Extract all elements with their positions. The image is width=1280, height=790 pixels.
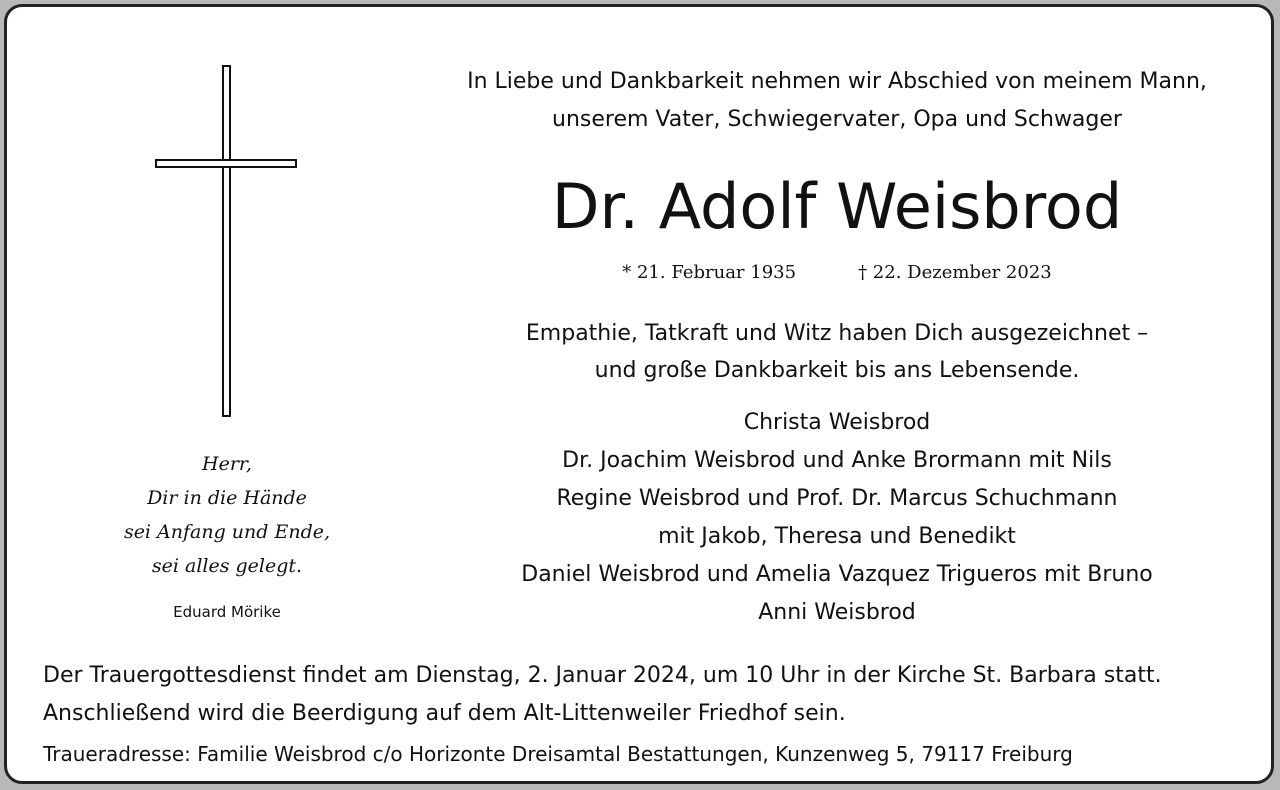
poem-author: Eduard Mörike xyxy=(173,603,281,621)
obituary-card xyxy=(4,4,1274,784)
birth-date: * 21. Februar 1935 xyxy=(622,262,797,283)
life-dates xyxy=(397,259,1274,287)
family-member: mit Jakob, Theresa und Benedikt xyxy=(658,524,1016,549)
family-member: Dr. Joachim Weisbrod und Anke Brormann mit Nils xyxy=(562,448,1112,473)
mourning-address: Traueradresse: Familie Weisbrod c/o Horizonte Dreisamtal Bestattungen, Kunzenweg 5, 79117 Freiburg xyxy=(43,742,1073,766)
death-date: † 22. Dezember 2023 xyxy=(858,262,1052,283)
family-member: Anni Weisbrod xyxy=(758,600,916,625)
intro-line: unserem Vater, Schwiegervater, Opa und Schwager xyxy=(552,107,1122,132)
cross-icon xyxy=(155,65,301,417)
service-line: Der Trauergottesdienst findet am Dienstag, 2. Januar 2024, um 10 Uhr in der Kirche St. Barbara statt. xyxy=(43,663,1162,688)
quote-line: Empathie, Tatkraft und Witz haben Dich ausgezeichnet – xyxy=(525,321,1149,346)
family-member: Daniel Weisbrod und Amelia Vazquez Trigueros mit Bruno xyxy=(521,562,1153,587)
deceased-name: Dr. Adolf Weisbrod xyxy=(551,170,1123,243)
family-member: Christa Weisbrod xyxy=(743,410,931,435)
service-line: Anschließend wird die Beerdigung auf dem Alt-Littenweiler Friedhof sein. xyxy=(43,701,846,726)
poem-line: Herr, xyxy=(202,453,252,475)
service-info xyxy=(43,657,1263,733)
poem-line: sei Anfang und Ende, xyxy=(123,521,331,543)
family-member: Regine Weisbrod und Prof. Dr. Marcus Schuchmann xyxy=(556,486,1118,511)
poem-line: Dir in die Hände xyxy=(147,487,307,509)
quote-line: und große Dankbarkeit bis ans Lebensende. xyxy=(594,358,1080,383)
intro-line: In Liebe und Dankbarkeit nehmen wir Abschied von meinem Mann, xyxy=(467,69,1207,94)
family-list xyxy=(397,404,1274,632)
tribute-quote xyxy=(397,315,1274,389)
poem xyxy=(67,447,387,583)
intro-text xyxy=(397,63,1274,139)
poem-line: sei alles gelegt. xyxy=(151,555,303,577)
